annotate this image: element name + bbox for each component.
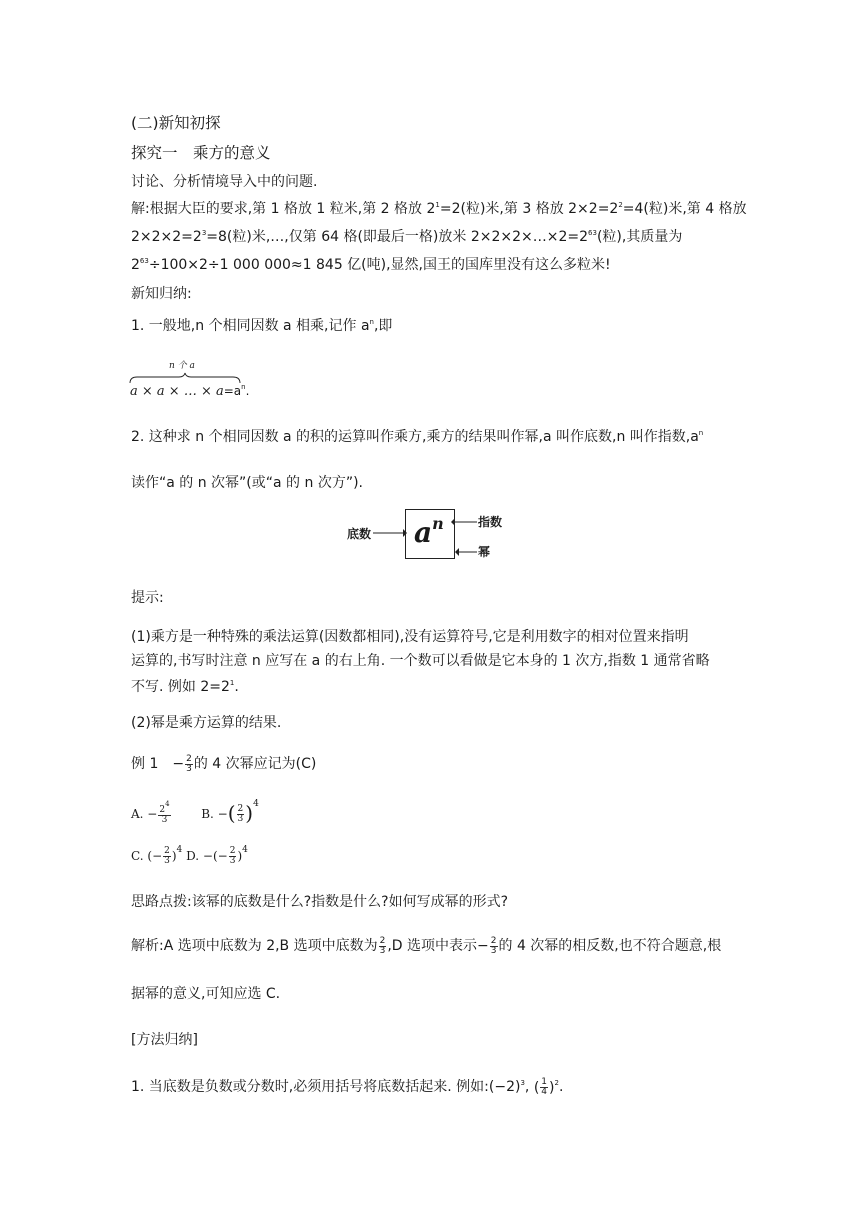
solution-line-3: $2^{63}\div 100\times 2\div 1$ 000 000≈1 845 亿(吨),显然,国王的国库里没有这么多粒米! (131, 257, 611, 273)
summary-item-2-line-1: 2. 这种求 n 个相同因数 a 的积的运算叫作乘方,乘方的结果叫作幂,a 叫作底数,n 叫作指数$,a^n$ (131, 429, 704, 445)
option-b[interactable]: B. −( $\frac{2}{3}$ )$^4$ (201, 799, 259, 825)
summary-heading: 新知归纳: (131, 286, 192, 302)
analysis-line-1: 解析:A 选项中底数为 2,B 选项中底数为 $\frac{2}{3}$ ,D 选项中表示− $\frac{2}{3}$ 的 4 次幂的相反数,也不符合题意,根 (131, 935, 722, 956)
power-box: $a^n$ (405, 509, 455, 559)
method-heading: [方法归纳] (131, 1032, 198, 1048)
arrow-left-icon (451, 517, 477, 527)
option-a[interactable]: A. − $\frac{2^4}{3}$ (131, 800, 170, 825)
example-stem: 例 1 − $\frac{2}{3}$ 的 4 次幂应记为(C) (131, 753, 317, 774)
intro-text: 讨论、分析情境导入中的问题. (131, 174, 318, 190)
options-row-1 (131, 799, 259, 825)
tip-1-line-2: 运算的,书写时注意 n 应写在 a 的右上角. 一个数可以看做是它本身的 1 次方,指数 1 通常省略 (131, 653, 710, 669)
option-c[interactable]: C. (− $\frac{2}{3}$ )$^4$ (131, 845, 183, 866)
base-label: 底数 (347, 527, 372, 541)
hint-line: 思路点拨:该幂的底数是什么?指数是什么?如何写成幂的形式? (131, 894, 509, 910)
brace-expression: a × a × … × $a=a^n$. (130, 383, 250, 399)
power-diagram (347, 509, 517, 565)
section-subtitle: 探究一 乘方的意义 (131, 144, 271, 162)
overbrace-formula (129, 361, 250, 401)
solution-line-2: $2\times 2\times 2=2^3=8$(粒)米,…,仅第 64 格(即最后一格)放米 $2\times 2\times 2\times\dots\times 2=2^{63}$(粒),其质量为 (131, 229, 683, 245)
options-row-2 (131, 846, 248, 866)
summary-item-1: 1. 一般地,n 个相同因数 a 相乘,记作 $a^n$,即 (131, 318, 393, 334)
tip-1-line-3: 不写. 例如 $2=2^1$. (131, 679, 239, 695)
arrow-left-icon-2 (455, 547, 477, 557)
method-item-1: 1. 当底数是负数或分数时,必须用括号将底数括起来. 例如$:(-2)^3$, ( $\frac{1}{4}$ )$^2$. (131, 1076, 564, 1097)
option-d[interactable]: D. −(− $\frac{2}{3}$ )$^4$ (186, 845, 248, 866)
power-label: 幂 (478, 545, 491, 559)
arrow-right-icon (373, 527, 407, 539)
exponent-label: 指数 (478, 515, 503, 529)
section-title: (二)新知初探 (131, 114, 221, 132)
tips-heading: 提示: (131, 590, 164, 606)
tip-2: (2)幂是乘方运算的结果. (131, 715, 282, 731)
summary-item-2-line-2: 读作“a 的 n 次幂”(或“a 的 n 次方”). (131, 475, 363, 491)
analysis-line-2: 据幂的意义,可知应选 C. (131, 986, 281, 1002)
tip-1-line-1: (1)乘方是一种特殊的乘法运算(因数都相同),没有运算符号,它是利用数字的相对位置来指明 (131, 629, 689, 645)
solution-line-1: 解:根据大臣的要求,第 1 格放 1 粒米,第 2 格放 $2^1=2$(粒)米,第 3 格放 $2\times 2=2^2=4$(粒)米,第 4 格放 (131, 201, 747, 217)
brace-label: n 个 a (169, 361, 195, 371)
